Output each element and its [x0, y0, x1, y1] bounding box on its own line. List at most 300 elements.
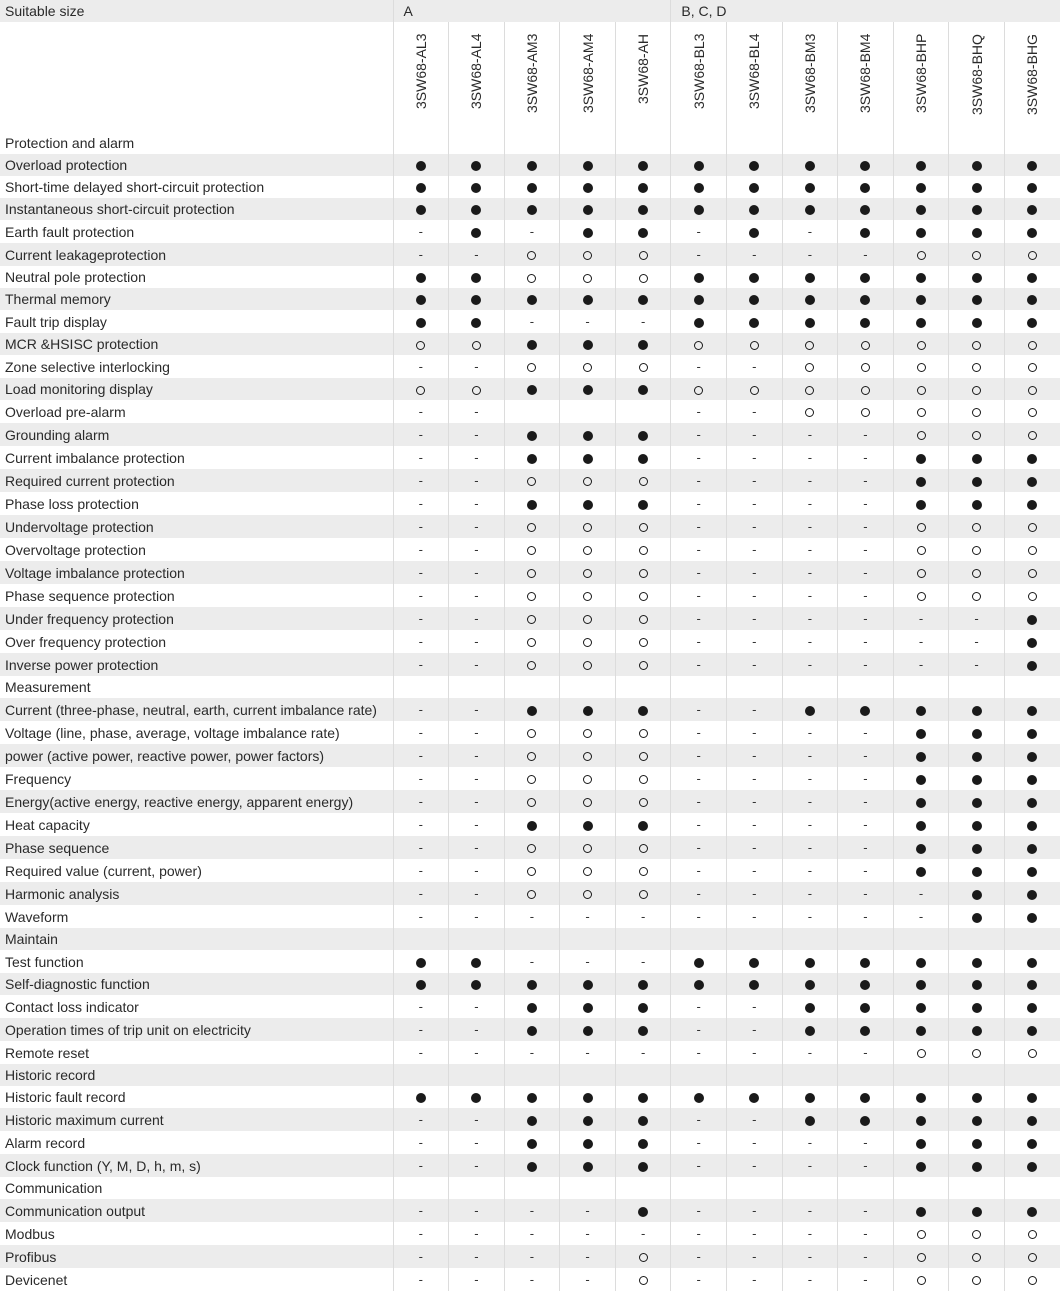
not-available-mark	[449, 538, 505, 561]
optional-mark	[504, 355, 560, 378]
hollow-circle-icon	[527, 592, 536, 601]
filled-dot-icon	[916, 1207, 926, 1217]
standard-mark	[838, 176, 894, 198]
section-empty-cell	[504, 928, 560, 950]
hollow-circle-icon	[917, 1230, 926, 1239]
not-available-mark	[449, 243, 505, 266]
standard-mark	[838, 288, 894, 310]
not-available-mark	[393, 400, 449, 423]
feature-row	[0, 355, 1060, 378]
not-available-mark	[838, 492, 894, 515]
dash-mark: -	[696, 247, 701, 262]
not-available-mark	[671, 538, 727, 561]
hollow-circle-icon	[639, 363, 648, 372]
filled-dot-icon	[527, 385, 537, 395]
filled-dot-icon	[1027, 980, 1037, 990]
standard-mark	[615, 220, 671, 243]
not-available-mark	[671, 721, 727, 744]
optional-mark	[893, 1222, 949, 1245]
hollow-circle-icon	[527, 251, 536, 260]
filled-dot-icon	[527, 454, 537, 464]
optional-mark	[949, 1041, 1005, 1064]
standard-mark	[949, 266, 1005, 288]
filled-dot-icon	[1027, 775, 1037, 785]
hollow-circle-icon	[527, 752, 536, 761]
filled-dot-icon	[916, 318, 926, 328]
not-available-mark	[560, 1245, 616, 1268]
filled-dot-icon	[471, 228, 481, 238]
filled-dot-icon	[805, 295, 815, 305]
standard-mark	[1004, 266, 1060, 288]
filled-dot-icon	[1027, 477, 1037, 487]
optional-mark	[838, 355, 894, 378]
not-available-mark	[838, 859, 894, 882]
size-label: Suitable size	[0, 0, 393, 22]
hollow-circle-icon	[472, 341, 481, 350]
not-available-mark	[893, 630, 949, 653]
optional-mark	[838, 378, 894, 400]
standard-mark	[949, 176, 1005, 198]
feature-row	[0, 469, 1060, 492]
filled-dot-icon	[1027, 729, 1037, 739]
filled-dot-icon	[860, 958, 870, 968]
section-empty-cell	[949, 928, 1005, 950]
hollow-circle-icon	[972, 1049, 981, 1058]
section-empty-cell	[893, 132, 949, 154]
model-name: 3SW68-AH	[635, 34, 652, 105]
dash-mark: -	[474, 542, 479, 557]
optional-mark	[615, 767, 671, 790]
not-available-mark	[671, 607, 727, 630]
hollow-circle-icon	[1028, 408, 1037, 417]
feature-row	[0, 767, 1060, 790]
dash-mark: -	[752, 1045, 757, 1060]
optional-mark	[949, 1245, 1005, 1268]
standard-mark	[949, 1086, 1005, 1108]
filled-dot-icon	[916, 205, 926, 215]
not-available-mark	[393, 995, 449, 1018]
feature-label: Remote reset	[5, 1044, 90, 1061]
standard-mark	[504, 446, 560, 469]
optional-mark	[560, 767, 616, 790]
feature-label: Thermal memory	[0, 288, 393, 310]
filled-dot-icon	[972, 867, 982, 877]
feature-label: Profibus	[0, 1245, 393, 1268]
not-available-mark	[838, 721, 894, 744]
hollow-circle-icon	[1028, 546, 1037, 555]
standard-mark	[727, 176, 783, 198]
not-available-mark	[393, 859, 449, 882]
feature-row	[0, 584, 1060, 607]
standard-mark	[1004, 630, 1060, 653]
standard-mark	[671, 198, 727, 220]
filled-dot-icon	[527, 1139, 537, 1149]
standard-mark	[615, 288, 671, 310]
not-available-mark	[838, 515, 894, 538]
filled-dot-icon	[638, 295, 648, 305]
hollow-circle-icon	[583, 523, 592, 532]
optional-mark	[504, 882, 560, 905]
hollow-circle-icon	[1028, 251, 1037, 260]
feature-label: Frequency	[5, 770, 72, 787]
optional-mark	[893, 355, 949, 378]
filled-dot-icon	[638, 183, 648, 193]
dash-mark: -	[418, 542, 423, 557]
optional-mark	[504, 790, 560, 813]
hollow-circle-icon	[583, 661, 592, 670]
not-available-mark	[838, 538, 894, 561]
not-available-mark	[838, 813, 894, 836]
standard-mark	[560, 220, 616, 243]
not-available-mark	[449, 721, 505, 744]
dash-mark: -	[752, 450, 757, 465]
not-available-mark	[393, 1041, 449, 1064]
filled-dot-icon	[860, 161, 870, 171]
standard-mark	[560, 446, 616, 469]
optional-mark	[449, 378, 505, 400]
section-empty-cell	[671, 1177, 727, 1199]
dash-mark: -	[807, 840, 813, 855]
not-available-mark	[671, 813, 727, 836]
feature-label: Waveform	[5, 908, 69, 925]
not-available-mark	[782, 469, 838, 492]
filled-dot-icon	[527, 340, 537, 350]
standard-mark	[615, 154, 671, 176]
filled-dot-icon	[694, 295, 704, 305]
dash-mark: -	[807, 427, 813, 442]
feature-row	[0, 154, 1060, 176]
feature-row	[0, 538, 1060, 561]
dash-mark: -	[529, 314, 535, 329]
feature-label: Historic fault record	[5, 1089, 126, 1105]
standard-mark	[560, 492, 616, 515]
filled-dot-icon	[527, 183, 537, 193]
standard-mark	[1004, 995, 1060, 1018]
not-available-mark	[727, 423, 783, 446]
filled-dot-icon	[916, 454, 926, 464]
standard-mark	[1004, 492, 1060, 515]
standard-mark	[393, 176, 449, 198]
section-title: Maintain	[0, 928, 393, 950]
not-available-mark	[504, 1199, 560, 1222]
feature-row	[0, 859, 1060, 882]
standard-mark	[893, 973, 949, 995]
not-available-mark	[727, 721, 783, 744]
filled-dot-icon	[638, 500, 648, 510]
not-available-mark	[782, 1131, 838, 1154]
dash-mark: -	[418, 427, 423, 442]
dash-mark: -	[863, 886, 868, 901]
optional-mark	[1004, 1041, 1060, 1064]
section-empty-cell	[893, 928, 949, 950]
standard-mark	[949, 995, 1005, 1018]
filled-dot-icon	[860, 295, 870, 305]
section-title: Historic record	[0, 1064, 393, 1086]
standard-mark	[949, 950, 1005, 973]
dash-mark: -	[752, 542, 757, 557]
hollow-circle-icon	[527, 890, 536, 899]
optional-mark	[615, 1268, 671, 1291]
hollow-circle-icon	[917, 1276, 926, 1285]
optional-mark	[671, 333, 727, 355]
filled-dot-icon	[972, 477, 982, 487]
standard-mark	[449, 288, 505, 310]
standard-mark	[838, 973, 894, 995]
not-available-mark	[782, 1222, 838, 1245]
dash-mark: -	[752, 702, 757, 717]
filled-dot-icon	[1027, 890, 1037, 900]
optional-mark	[560, 469, 616, 492]
not-available-mark	[727, 492, 783, 515]
not-available-mark	[671, 515, 727, 538]
filled-dot-icon	[416, 1093, 426, 1103]
hollow-circle-icon	[694, 386, 703, 395]
optional-mark	[893, 515, 949, 538]
hollow-circle-icon	[917, 341, 926, 350]
dash-mark: -	[640, 954, 646, 969]
standard-mark	[615, 1108, 671, 1131]
filled-dot-icon	[583, 1026, 593, 1036]
dash-mark: -	[696, 1022, 701, 1037]
standard-mark	[949, 310, 1005, 333]
optional-mark	[560, 882, 616, 905]
section-empty-cell	[727, 1064, 783, 1086]
optional-mark	[949, 400, 1005, 423]
filled-dot-icon	[638, 205, 648, 215]
standard-mark	[949, 1018, 1005, 1041]
standard-mark	[838, 266, 894, 288]
standard-mark	[560, 423, 616, 446]
standard-mark	[893, 790, 949, 813]
section-empty-cell	[727, 132, 783, 154]
dash-mark: -	[529, 224, 535, 239]
model-name: 3SW68-BHQ	[968, 34, 985, 115]
not-available-mark	[615, 310, 671, 333]
optional-mark	[504, 538, 560, 561]
not-available-mark	[949, 653, 1005, 676]
filled-dot-icon	[805, 958, 815, 968]
section-empty-cell	[560, 1177, 616, 1199]
not-available-mark	[727, 1108, 783, 1131]
optional-mark	[615, 584, 671, 607]
not-available-mark	[504, 1268, 560, 1291]
optional-mark	[949, 561, 1005, 584]
not-available-mark	[671, 1199, 727, 1222]
standard-mark	[449, 266, 505, 288]
section-empty-cell	[560, 132, 616, 154]
hollow-circle-icon	[527, 274, 536, 283]
feature-row	[0, 266, 1060, 288]
dash-mark: -	[474, 794, 479, 809]
dash-mark: -	[807, 725, 813, 740]
standard-mark	[615, 995, 671, 1018]
standard-mark	[615, 198, 671, 220]
section-empty-cell	[449, 676, 505, 698]
not-available-mark	[449, 995, 505, 1018]
optional-mark	[615, 355, 671, 378]
hollow-circle-icon	[972, 341, 981, 350]
hollow-circle-icon	[750, 341, 759, 350]
not-available-mark	[727, 1154, 783, 1177]
dash-mark: -	[752, 748, 757, 763]
not-available-mark	[838, 744, 894, 767]
not-available-mark	[671, 446, 727, 469]
not-available-mark	[893, 653, 949, 676]
optional-mark	[893, 423, 949, 446]
standard-mark	[893, 288, 949, 310]
not-available-mark	[393, 1108, 449, 1131]
optional-mark	[560, 653, 616, 676]
optional-mark	[893, 1268, 949, 1291]
section-empty-cell	[504, 676, 560, 698]
standard-mark	[504, 423, 560, 446]
dash-mark: -	[474, 1249, 479, 1264]
filled-dot-icon	[972, 1162, 982, 1172]
standard-mark	[560, 198, 616, 220]
hollow-circle-icon	[917, 523, 926, 532]
standard-mark	[504, 378, 560, 400]
feature-row	[0, 378, 1060, 400]
filled-dot-icon	[749, 228, 759, 238]
section-empty-cell	[838, 676, 894, 698]
not-available-mark	[393, 836, 449, 859]
dash-mark: -	[807, 565, 813, 580]
not-available-mark	[727, 584, 783, 607]
optional-mark	[560, 243, 616, 266]
filled-dot-icon	[583, 1139, 593, 1149]
dash-mark: -	[696, 748, 701, 763]
not-available-mark	[838, 1131, 894, 1154]
feature-label: Instantaneous short-circuit protection	[0, 198, 393, 220]
filled-dot-icon	[527, 706, 537, 716]
dash-mark: -	[474, 1135, 479, 1150]
standard-mark	[1004, 198, 1060, 220]
hollow-circle-icon	[639, 546, 648, 555]
optional-mark	[893, 333, 949, 355]
standard-mark	[615, 973, 671, 995]
standard-mark	[504, 198, 560, 220]
optional-mark	[504, 721, 560, 744]
feature-label: Neutral pole protection	[5, 269, 146, 285]
standard-mark	[1004, 288, 1060, 310]
standard-mark	[838, 310, 894, 333]
not-available-mark	[893, 607, 949, 630]
dash-mark: -	[918, 611, 924, 626]
dash-mark: -	[696, 1226, 701, 1241]
filled-dot-icon	[527, 500, 537, 510]
standard-mark	[893, 1108, 949, 1131]
standard-mark	[560, 973, 616, 995]
section-empty-cell	[615, 1064, 671, 1086]
filled-dot-icon	[916, 798, 926, 808]
dash-mark: -	[585, 954, 590, 969]
dash-mark: -	[863, 1272, 868, 1287]
filled-dot-icon	[694, 1093, 704, 1103]
not-available-mark	[782, 1154, 838, 1177]
dash-mark: -	[863, 909, 868, 924]
dash-mark: -	[474, 1203, 479, 1218]
dash-mark: -	[863, 542, 868, 557]
section-row	[0, 928, 1060, 950]
model-header	[393, 22, 449, 132]
optional-mark	[504, 584, 560, 607]
dash-mark: -	[752, 588, 757, 603]
optional-mark	[782, 378, 838, 400]
not-available-mark	[671, 355, 727, 378]
empty-cell	[560, 400, 616, 423]
not-available-mark	[393, 243, 449, 266]
not-available-mark	[893, 905, 949, 928]
filled-dot-icon	[583, 161, 593, 171]
size-row	[0, 0, 1060, 22]
filled-dot-icon	[916, 477, 926, 487]
not-available-mark	[727, 882, 783, 905]
feature-row	[0, 653, 1060, 676]
not-available-mark	[838, 446, 894, 469]
not-available-mark	[449, 515, 505, 538]
standard-mark	[893, 176, 949, 198]
not-available-mark	[671, 859, 727, 882]
model-header	[560, 22, 616, 132]
optional-mark	[449, 333, 505, 355]
optional-mark	[504, 859, 560, 882]
standard-mark	[949, 905, 1005, 928]
not-available-mark	[727, 1222, 783, 1245]
optional-mark	[949, 423, 1005, 446]
empty-cell	[615, 400, 671, 423]
hollow-circle-icon	[972, 363, 981, 372]
optional-mark	[615, 469, 671, 492]
not-available-mark	[393, 220, 449, 243]
filled-dot-icon	[916, 1093, 926, 1103]
dash-mark: -	[752, 840, 757, 855]
filled-dot-icon	[860, 706, 870, 716]
feature-label: Overload pre-alarm	[5, 403, 126, 420]
feature-label: Required value (current, power)	[5, 862, 202, 879]
optional-mark	[615, 721, 671, 744]
filled-dot-icon	[749, 1093, 759, 1103]
feature-row	[0, 995, 1060, 1018]
standard-mark	[893, 767, 949, 790]
hollow-circle-icon	[583, 844, 592, 853]
not-available-mark	[449, 905, 505, 928]
standard-mark	[838, 995, 894, 1018]
not-available-mark	[727, 355, 783, 378]
optional-mark	[615, 630, 671, 653]
filled-dot-icon	[860, 980, 870, 990]
not-available-mark	[838, 630, 894, 653]
filled-dot-icon	[916, 295, 926, 305]
not-available-mark	[449, 492, 505, 515]
dash-mark: -	[807, 450, 813, 465]
feature-label: Self-diagnostic function	[0, 973, 393, 995]
section-empty-cell	[838, 132, 894, 154]
dash-mark: -	[696, 450, 701, 465]
standard-mark	[893, 698, 949, 721]
filled-dot-icon	[916, 775, 926, 785]
standard-mark	[1004, 1131, 1060, 1154]
standard-mark	[949, 721, 1005, 744]
dash-mark: -	[752, 427, 757, 442]
filled-dot-icon	[527, 431, 537, 441]
filled-dot-icon	[805, 706, 815, 716]
feature-label: Historic maximum current	[0, 1108, 393, 1131]
standard-mark	[615, 378, 671, 400]
standard-mark	[727, 310, 783, 333]
group-a-label: A	[393, 0, 671, 22]
standard-mark	[949, 154, 1005, 176]
filled-dot-icon	[1027, 454, 1037, 464]
